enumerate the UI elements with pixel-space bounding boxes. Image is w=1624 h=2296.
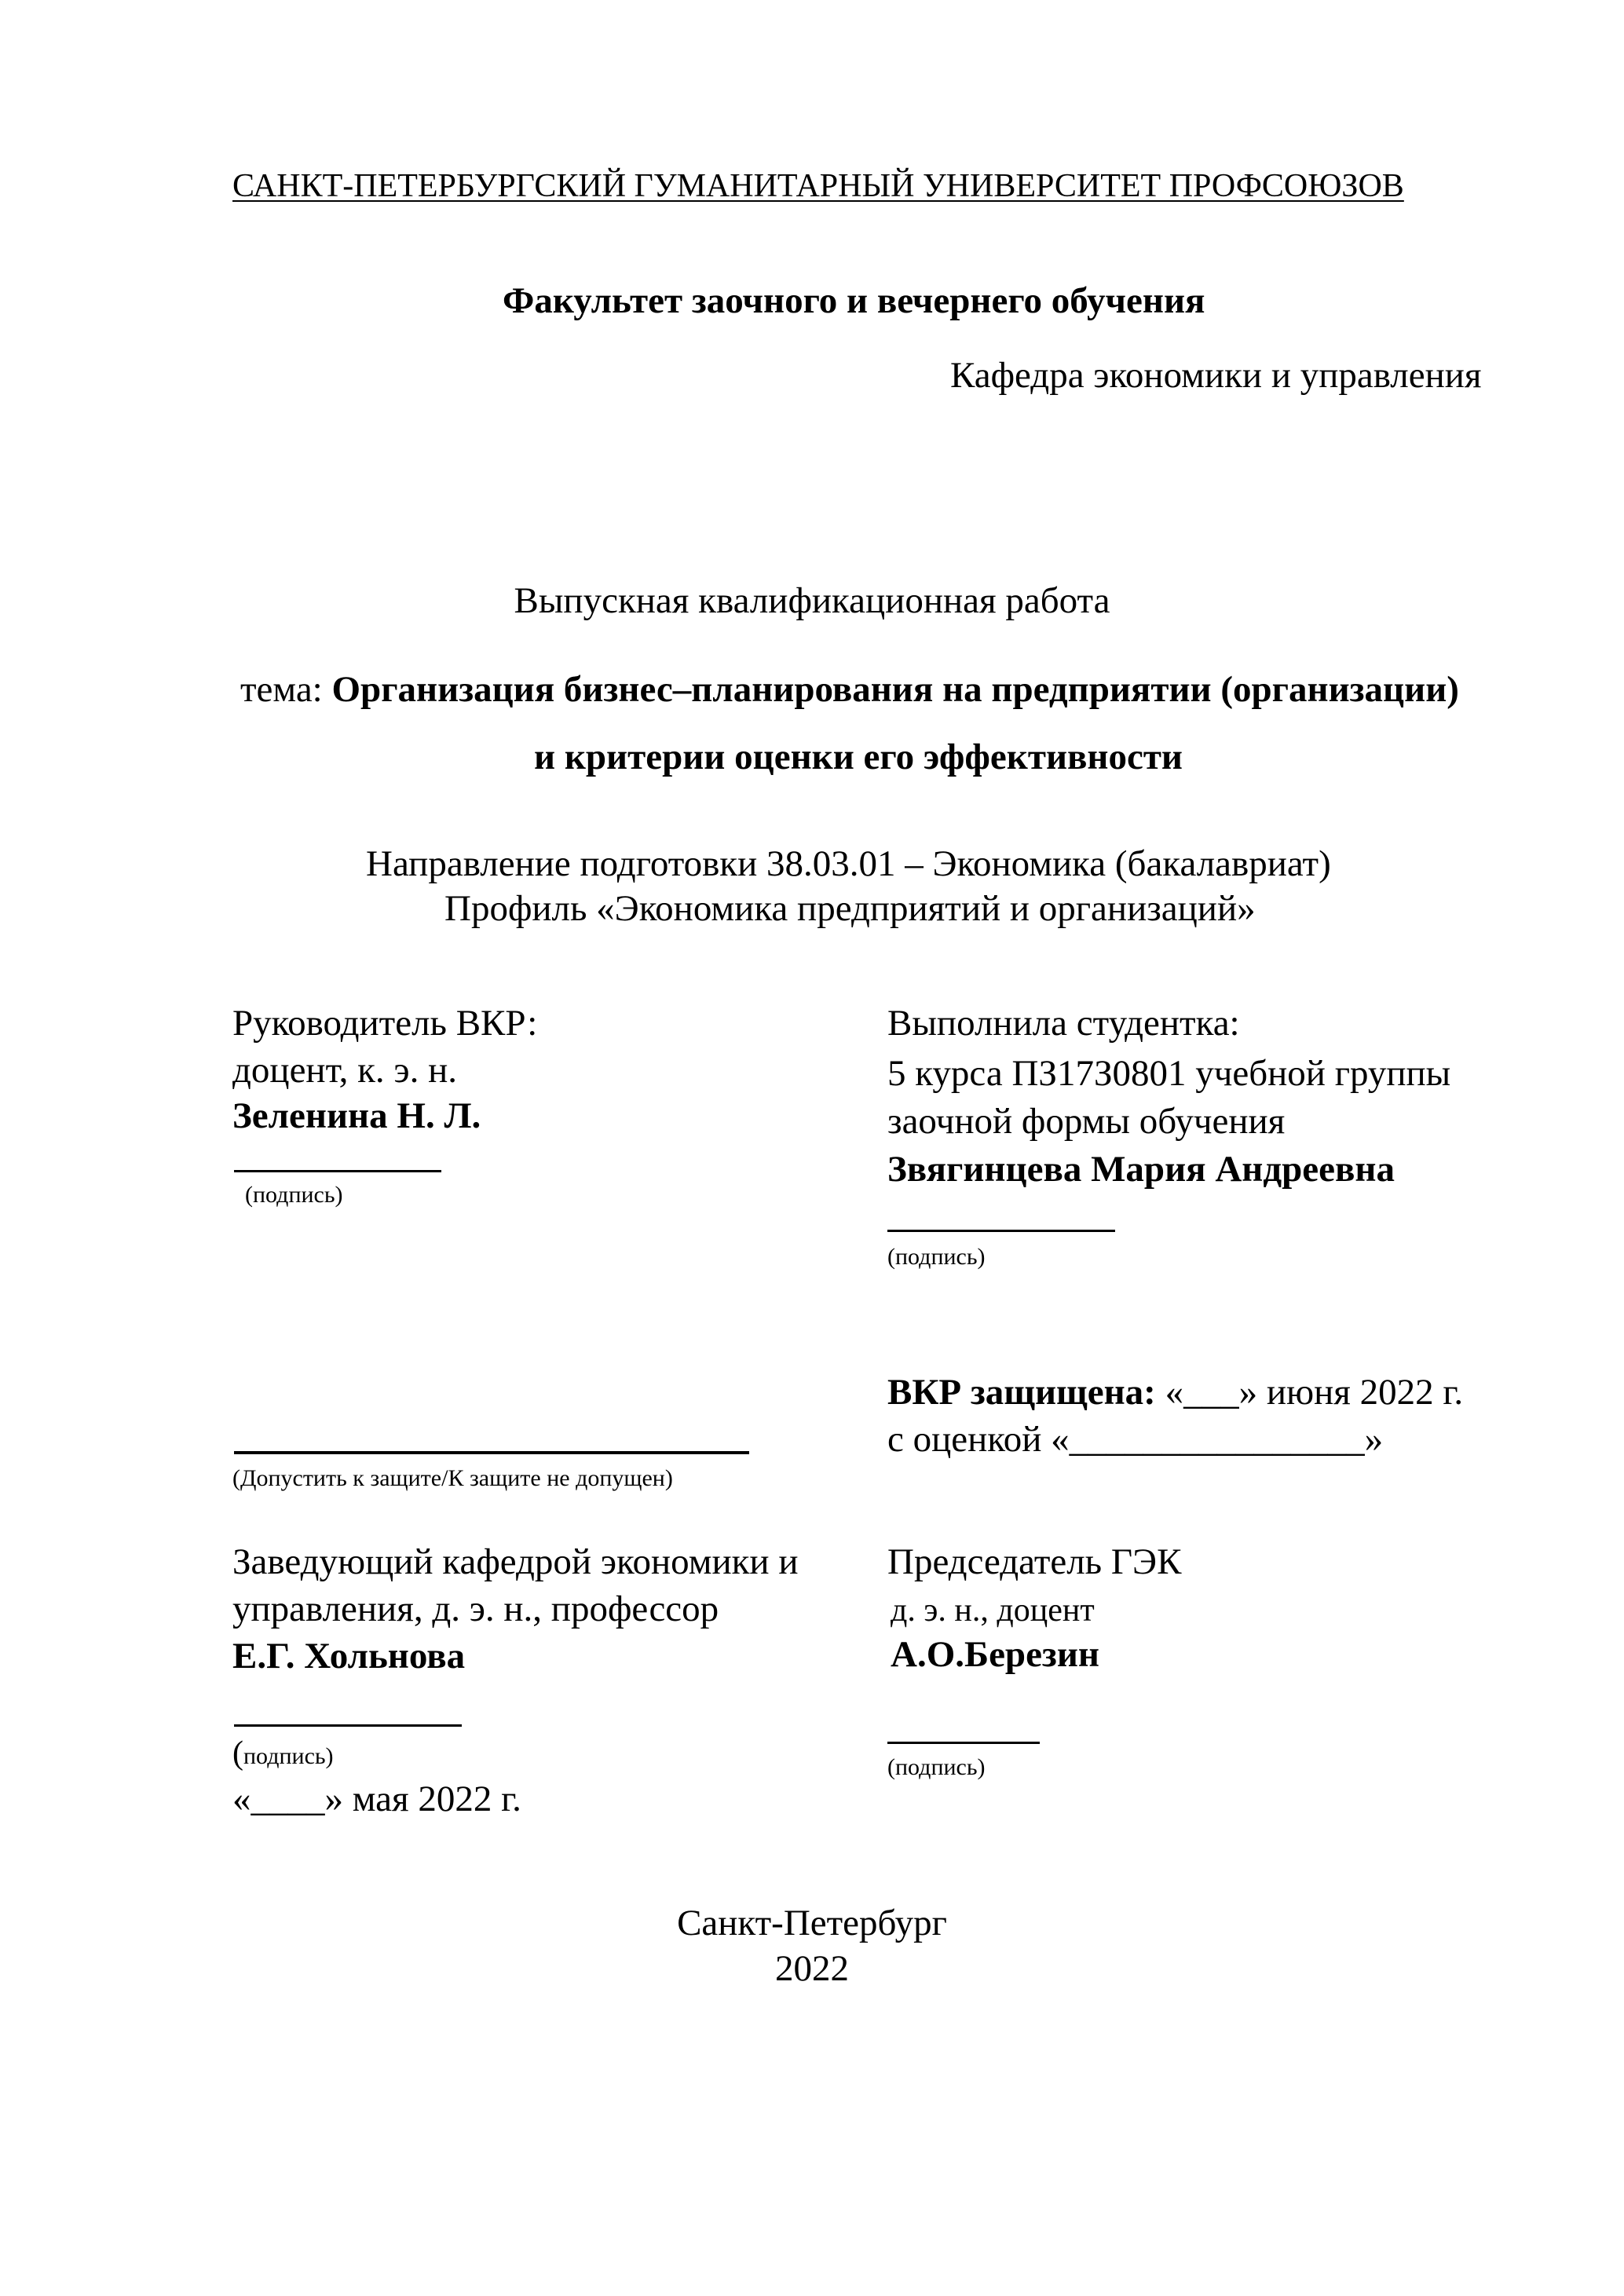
head-of-department-date: «____» мая 2022 г. bbox=[232, 1779, 521, 1819]
head-of-department-signature-line bbox=[234, 1724, 462, 1727]
admission-line bbox=[234, 1451, 749, 1454]
head-of-department-name: Е.Г. Хольнова bbox=[232, 1636, 466, 1676]
signature-caption-text: подпись) bbox=[243, 1743, 334, 1769]
chairman-title: д. э. н., доцент bbox=[891, 1592, 1095, 1629]
study-direction: Направление подготовки 38.03.01 – Экономика (бакалавриат) bbox=[366, 843, 1331, 884]
department-name: Кафедра экономики и управления bbox=[950, 355, 1482, 396]
faculty-name: Факультет заочного и вечернего обучения bbox=[503, 280, 1205, 321]
supervisor-signature-line bbox=[234, 1170, 441, 1172]
topic-prefix: тема: bbox=[240, 669, 323, 710]
defense-grade: с оценкой «________________» bbox=[887, 1419, 1384, 1460]
work-topic-line2: и критерии оценки его эффективности bbox=[534, 737, 1183, 777]
head-of-department-line2: управления, д. э. н., профессор bbox=[232, 1589, 719, 1629]
work-type: Выпускная квалификационная работа bbox=[514, 580, 1110, 621]
university-name: САНКТ-ПЕТЕРБУРГСКИЙ ГУМАНИТАРНЫЙ УНИВЕРСИТЕТ ПРОФСОЮЗОВ bbox=[232, 168, 1404, 204]
defense-label: ВКР защищена: bbox=[887, 1372, 1156, 1413]
student-name: Звягинцева Мария Андреевна bbox=[887, 1149, 1395, 1190]
supervisor-name: Зеленина Н. Л. bbox=[232, 1095, 481, 1136]
study-profile: Профиль «Экономика предприятий и организаций» bbox=[444, 888, 1256, 929]
student-study-form: заочной формы обучения bbox=[887, 1101, 1286, 1142]
supervisor-role: Руководитель ВКР: bbox=[232, 1003, 538, 1044]
head-of-department-signature-caption bbox=[232, 1737, 334, 1770]
student-role: Выполнила студентка: bbox=[887, 1003, 1240, 1044]
supervisor-signature-caption: (подпись) bbox=[245, 1182, 343, 1208]
defense-date bbox=[887, 1374, 1463, 1411]
footer-city: Санкт-Петербург bbox=[677, 1903, 947, 1943]
chairman-role: Председатель ГЭК bbox=[887, 1541, 1182, 1582]
chairman-name: А.О.Березин bbox=[891, 1634, 1099, 1675]
chairman-signature-line bbox=[887, 1742, 1040, 1744]
signature-caption-paren: ( bbox=[232, 1735, 243, 1771]
admission-caption: (Допустить к защите/К защите не допущен) bbox=[232, 1465, 673, 1491]
student-signature-line bbox=[887, 1230, 1115, 1232]
chairman-signature-caption: (подпись) bbox=[887, 1754, 986, 1780]
work-topic-line1 bbox=[240, 671, 1459, 708]
head-of-department-line1: Заведующий кафедрой экономики и bbox=[232, 1541, 799, 1582]
footer-year: 2022 bbox=[775, 1948, 849, 1989]
student-signature-caption: (подпись) bbox=[887, 1244, 986, 1270]
student-group: 5 курса ПЗ17З0801 учебной группы bbox=[887, 1053, 1451, 1094]
topic-text: Организация бизнес–планирования на предприятии (организации) bbox=[331, 669, 1459, 710]
supervisor-title: доцент, к. э. н. bbox=[232, 1050, 457, 1091]
defense-date-text: «___» июня 2022 г. bbox=[1165, 1372, 1464, 1413]
